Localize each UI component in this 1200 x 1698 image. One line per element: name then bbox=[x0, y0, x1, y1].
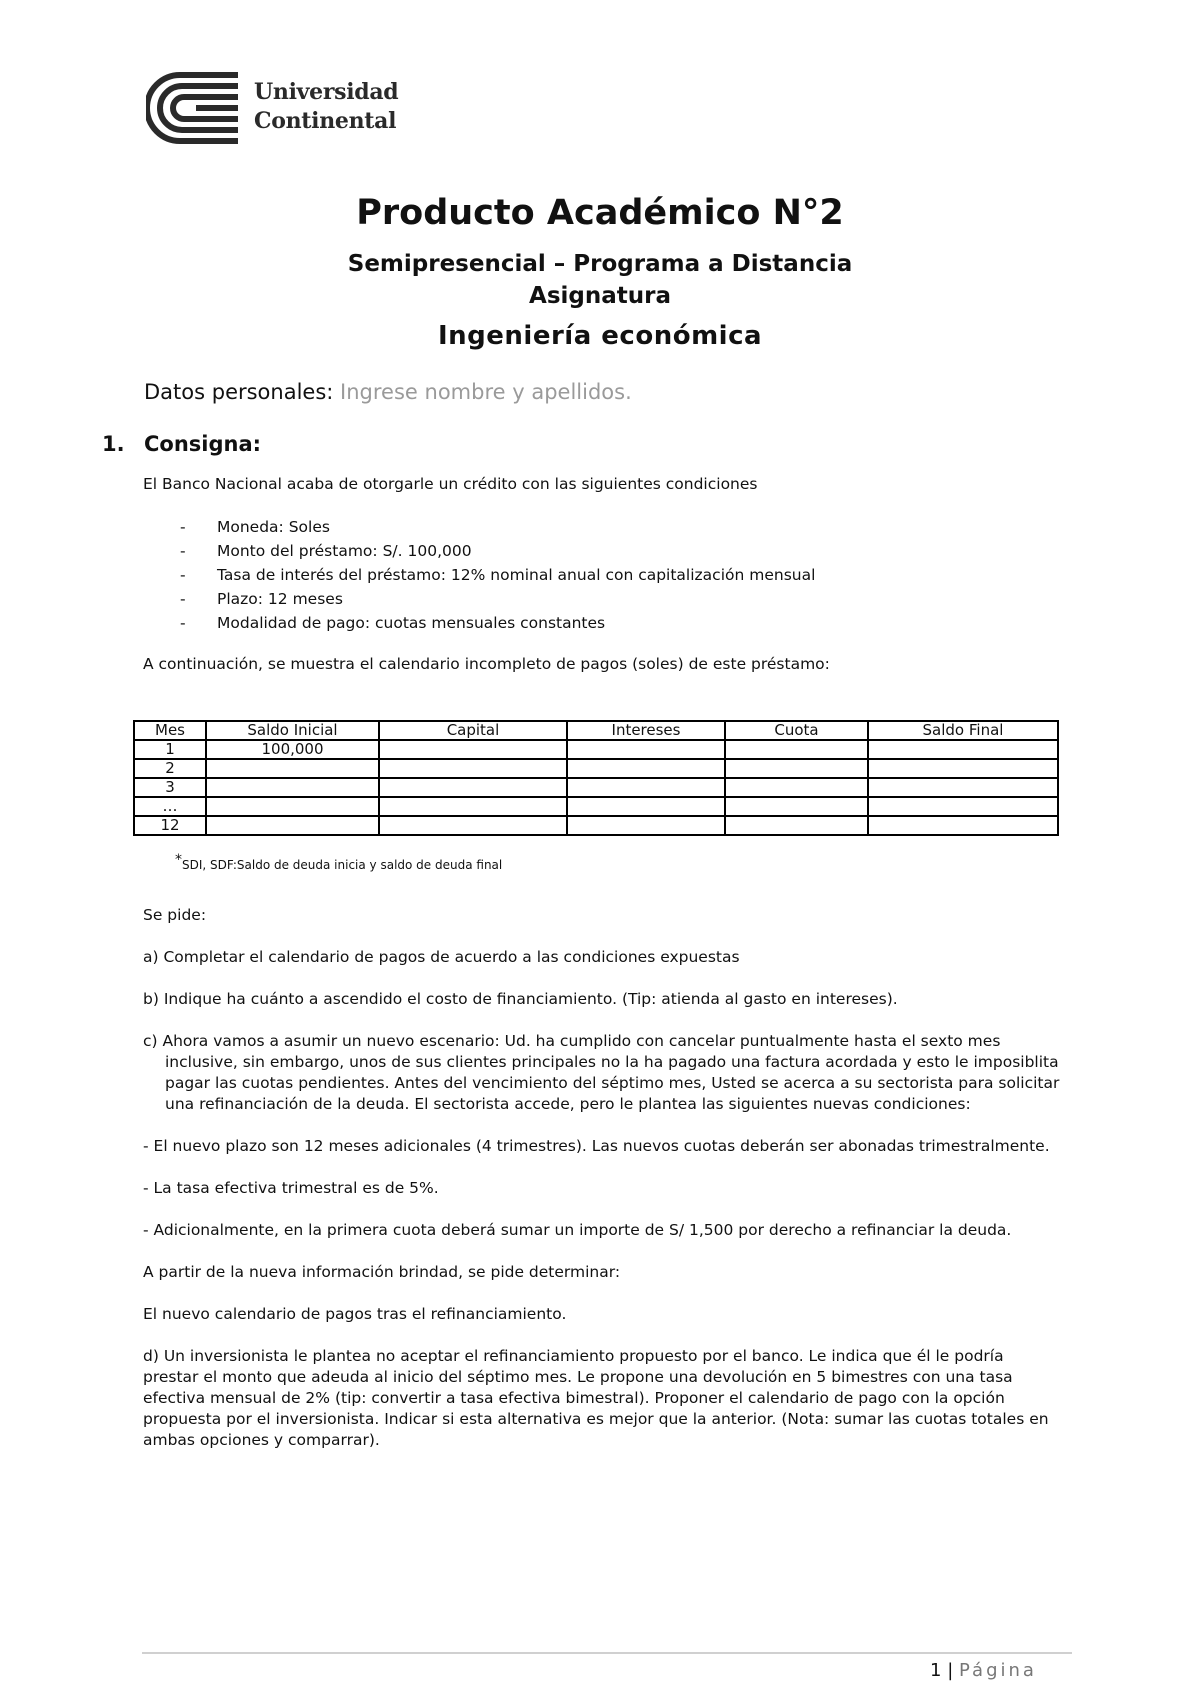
table-cell bbox=[725, 797, 868, 816]
col-header-intereses: Intereses bbox=[567, 721, 725, 740]
list-item bbox=[180, 515, 815, 539]
table-cell bbox=[868, 797, 1058, 816]
col-header-capital: Capital bbox=[379, 721, 567, 740]
bullet-dash: - bbox=[180, 590, 186, 608]
table-cell bbox=[868, 816, 1058, 835]
table-cell bbox=[206, 759, 379, 778]
col-header-cuota: Cuota bbox=[725, 721, 868, 740]
list-item bbox=[180, 587, 815, 611]
table-cell bbox=[868, 759, 1058, 778]
table-cell bbox=[567, 797, 725, 816]
table-row bbox=[134, 740, 1058, 759]
table-cell bbox=[725, 740, 868, 759]
list-item bbox=[180, 563, 815, 587]
bullet-dash: - bbox=[180, 566, 186, 584]
condition-1-paragraph: - El nuevo plazo son 12 meses adicionales (4 trimestres). Las nuevos cuotas deberán ser abonadas trimestralmente. bbox=[143, 1137, 1050, 1155]
table-row bbox=[134, 778, 1058, 797]
payment-schedule-table bbox=[133, 720, 1059, 836]
table-cell bbox=[379, 778, 567, 797]
bullet-dash: - bbox=[180, 614, 186, 632]
conditions-list bbox=[180, 515, 815, 635]
table-intro: A continuación, se muestra el calendario incompleto de pagos (soles) de este préstamo: bbox=[143, 655, 830, 673]
list-item-text: Monto del préstamo: S/. 100,000 bbox=[217, 542, 472, 560]
page-label: Página bbox=[959, 1660, 1037, 1681]
list-item-text: Tasa de interés del préstamo: 12% nominal anual con capitalización mensual bbox=[217, 566, 816, 584]
section-title: Consigna: bbox=[144, 432, 262, 456]
footer-divider bbox=[142, 1652, 1072, 1654]
table-header-row bbox=[134, 721, 1058, 740]
list-item-text: Moneda: Soles bbox=[217, 518, 330, 536]
subject-label: Asignatura bbox=[529, 283, 671, 309]
list-item bbox=[180, 539, 815, 563]
bullet-dash: - bbox=[180, 518, 186, 536]
bullet-dash: - bbox=[180, 542, 186, 560]
new-schedule-paragraph: El nuevo calendario de pagos tras el refinanciamiento. bbox=[143, 1305, 567, 1323]
col-header-mes: Mes bbox=[134, 721, 206, 740]
table-cell bbox=[725, 759, 868, 778]
table-cell: … bbox=[134, 797, 206, 816]
table-footnote bbox=[175, 852, 502, 872]
item-b-paragraph: b) Indique ha cuánto a ascendido el costo de financiamiento. (Tip: atienda al gasto en intereses). bbox=[143, 990, 898, 1008]
table-cell bbox=[379, 797, 567, 816]
table-cell bbox=[206, 797, 379, 816]
instructions-body bbox=[143, 905, 1063, 1472]
logo-text bbox=[254, 78, 398, 136]
logo-line-1: Universidad bbox=[254, 79, 399, 105]
table-cell: 12 bbox=[134, 816, 206, 835]
table-cell bbox=[379, 816, 567, 835]
list-item-text: Plazo: 12 meses bbox=[217, 590, 343, 608]
personal-data bbox=[144, 380, 632, 404]
section-heading bbox=[102, 432, 261, 456]
university-logo bbox=[146, 72, 406, 144]
condition-3-paragraph: - Adicionalmente, en la primera cuota deberá sumar un importe de S/ 1,500 por derecho a refinanciar la deuda. bbox=[143, 1221, 1012, 1239]
footnote-mark: * bbox=[175, 852, 182, 868]
item-c-paragraph: c) Ahora vamos a asumir un nuevo escenario: Ud. ha cumplido con cancelar puntualmente hasta el sexto mes inclusive, sin embargo, unos de sus clientes principales no la ha pagado una factura acordada y esto le imposiblita pagar las cuotas pendientes. Antes del vencimiento del séptimo mes, Usted se acerca a su sectorista para solicitar una refinanciación de la deuda. El sectorista accede, pero le plantea las siguientes nuevas condiciones: bbox=[143, 1032, 1060, 1113]
subtitle: Semipresencial – Programa a Distancia bbox=[347, 251, 853, 277]
item-d-paragraph: d) Un inversionista le plantea no aceptar el refinanciamiento propuesto por el banco. Le indica que él le podría prestar el monto que adeuda al inicio del séptimo mes. Le propone una devolución en 5 bimestres con una tasa efectiva mensual de 2% (tip: convertir a tasa efectiva bimestral). Proponer el calendario de pago con la opción propuesta por el inversionista. Indicar si esta alternativa es mejor que la anterior. (Nota: sumar las cuotas totales en ambas opciones y comparrar). bbox=[143, 1347, 1049, 1449]
table-cell bbox=[725, 816, 868, 835]
table-cell bbox=[567, 816, 725, 835]
table-cell bbox=[567, 740, 725, 759]
list-item-text: Modalidad de pago: cuotas mensuales constantes bbox=[217, 614, 606, 632]
table-cell bbox=[206, 778, 379, 797]
table-row bbox=[134, 816, 1058, 835]
table-cell bbox=[868, 778, 1058, 797]
personal-data-label: Datos personales: bbox=[144, 380, 334, 404]
table-cell: 2 bbox=[134, 759, 206, 778]
table-row bbox=[134, 797, 1058, 816]
determine-paragraph: A partir de la nueva información brindad, se pide determinar: bbox=[143, 1263, 621, 1281]
table-cell bbox=[379, 759, 567, 778]
logo-mark-icon bbox=[146, 72, 242, 144]
list-item bbox=[180, 611, 815, 635]
table-cell: 100,000 bbox=[206, 740, 379, 759]
item-a-paragraph: a) Completar el calendario de pagos de acuerdo a las condiciones expuestas bbox=[143, 948, 740, 966]
col-header-saldo-final: Saldo Final bbox=[868, 721, 1058, 740]
page-title: Producto Académico N°2 bbox=[356, 193, 844, 233]
table-cell bbox=[567, 778, 725, 797]
table-cell bbox=[567, 759, 725, 778]
table-cell bbox=[725, 778, 868, 797]
logo-line-2: Continental bbox=[254, 108, 397, 134]
col-header-saldo-inicial: Saldo Inicial bbox=[206, 721, 379, 740]
table-cell bbox=[379, 740, 567, 759]
section-number: 1. bbox=[102, 432, 125, 456]
page-number: 1 bbox=[930, 1660, 942, 1681]
footer-separator: | bbox=[947, 1660, 954, 1681]
page-footer bbox=[930, 1660, 1037, 1681]
table-row bbox=[134, 759, 1058, 778]
table-cell bbox=[868, 740, 1058, 759]
intro-paragraph: El Banco Nacional acaba de otorgarle un crédito con las siguientes condiciones bbox=[143, 475, 758, 493]
table-cell: 3 bbox=[134, 778, 206, 797]
subject-title: Ingeniería económica bbox=[437, 321, 763, 351]
condition-2-paragraph: - La tasa efectiva trimestral es de 5%. bbox=[143, 1179, 439, 1197]
name-placeholder[interactable]: Ingrese nombre y apellidos. bbox=[340, 380, 632, 404]
se-pide-paragraph: Se pide: bbox=[143, 906, 207, 924]
footnote-text: SDI, SDF:Saldo de deuda inicia y saldo de deuda final bbox=[182, 858, 503, 872]
table-cell bbox=[206, 816, 379, 835]
table-cell: 1 bbox=[134, 740, 206, 759]
